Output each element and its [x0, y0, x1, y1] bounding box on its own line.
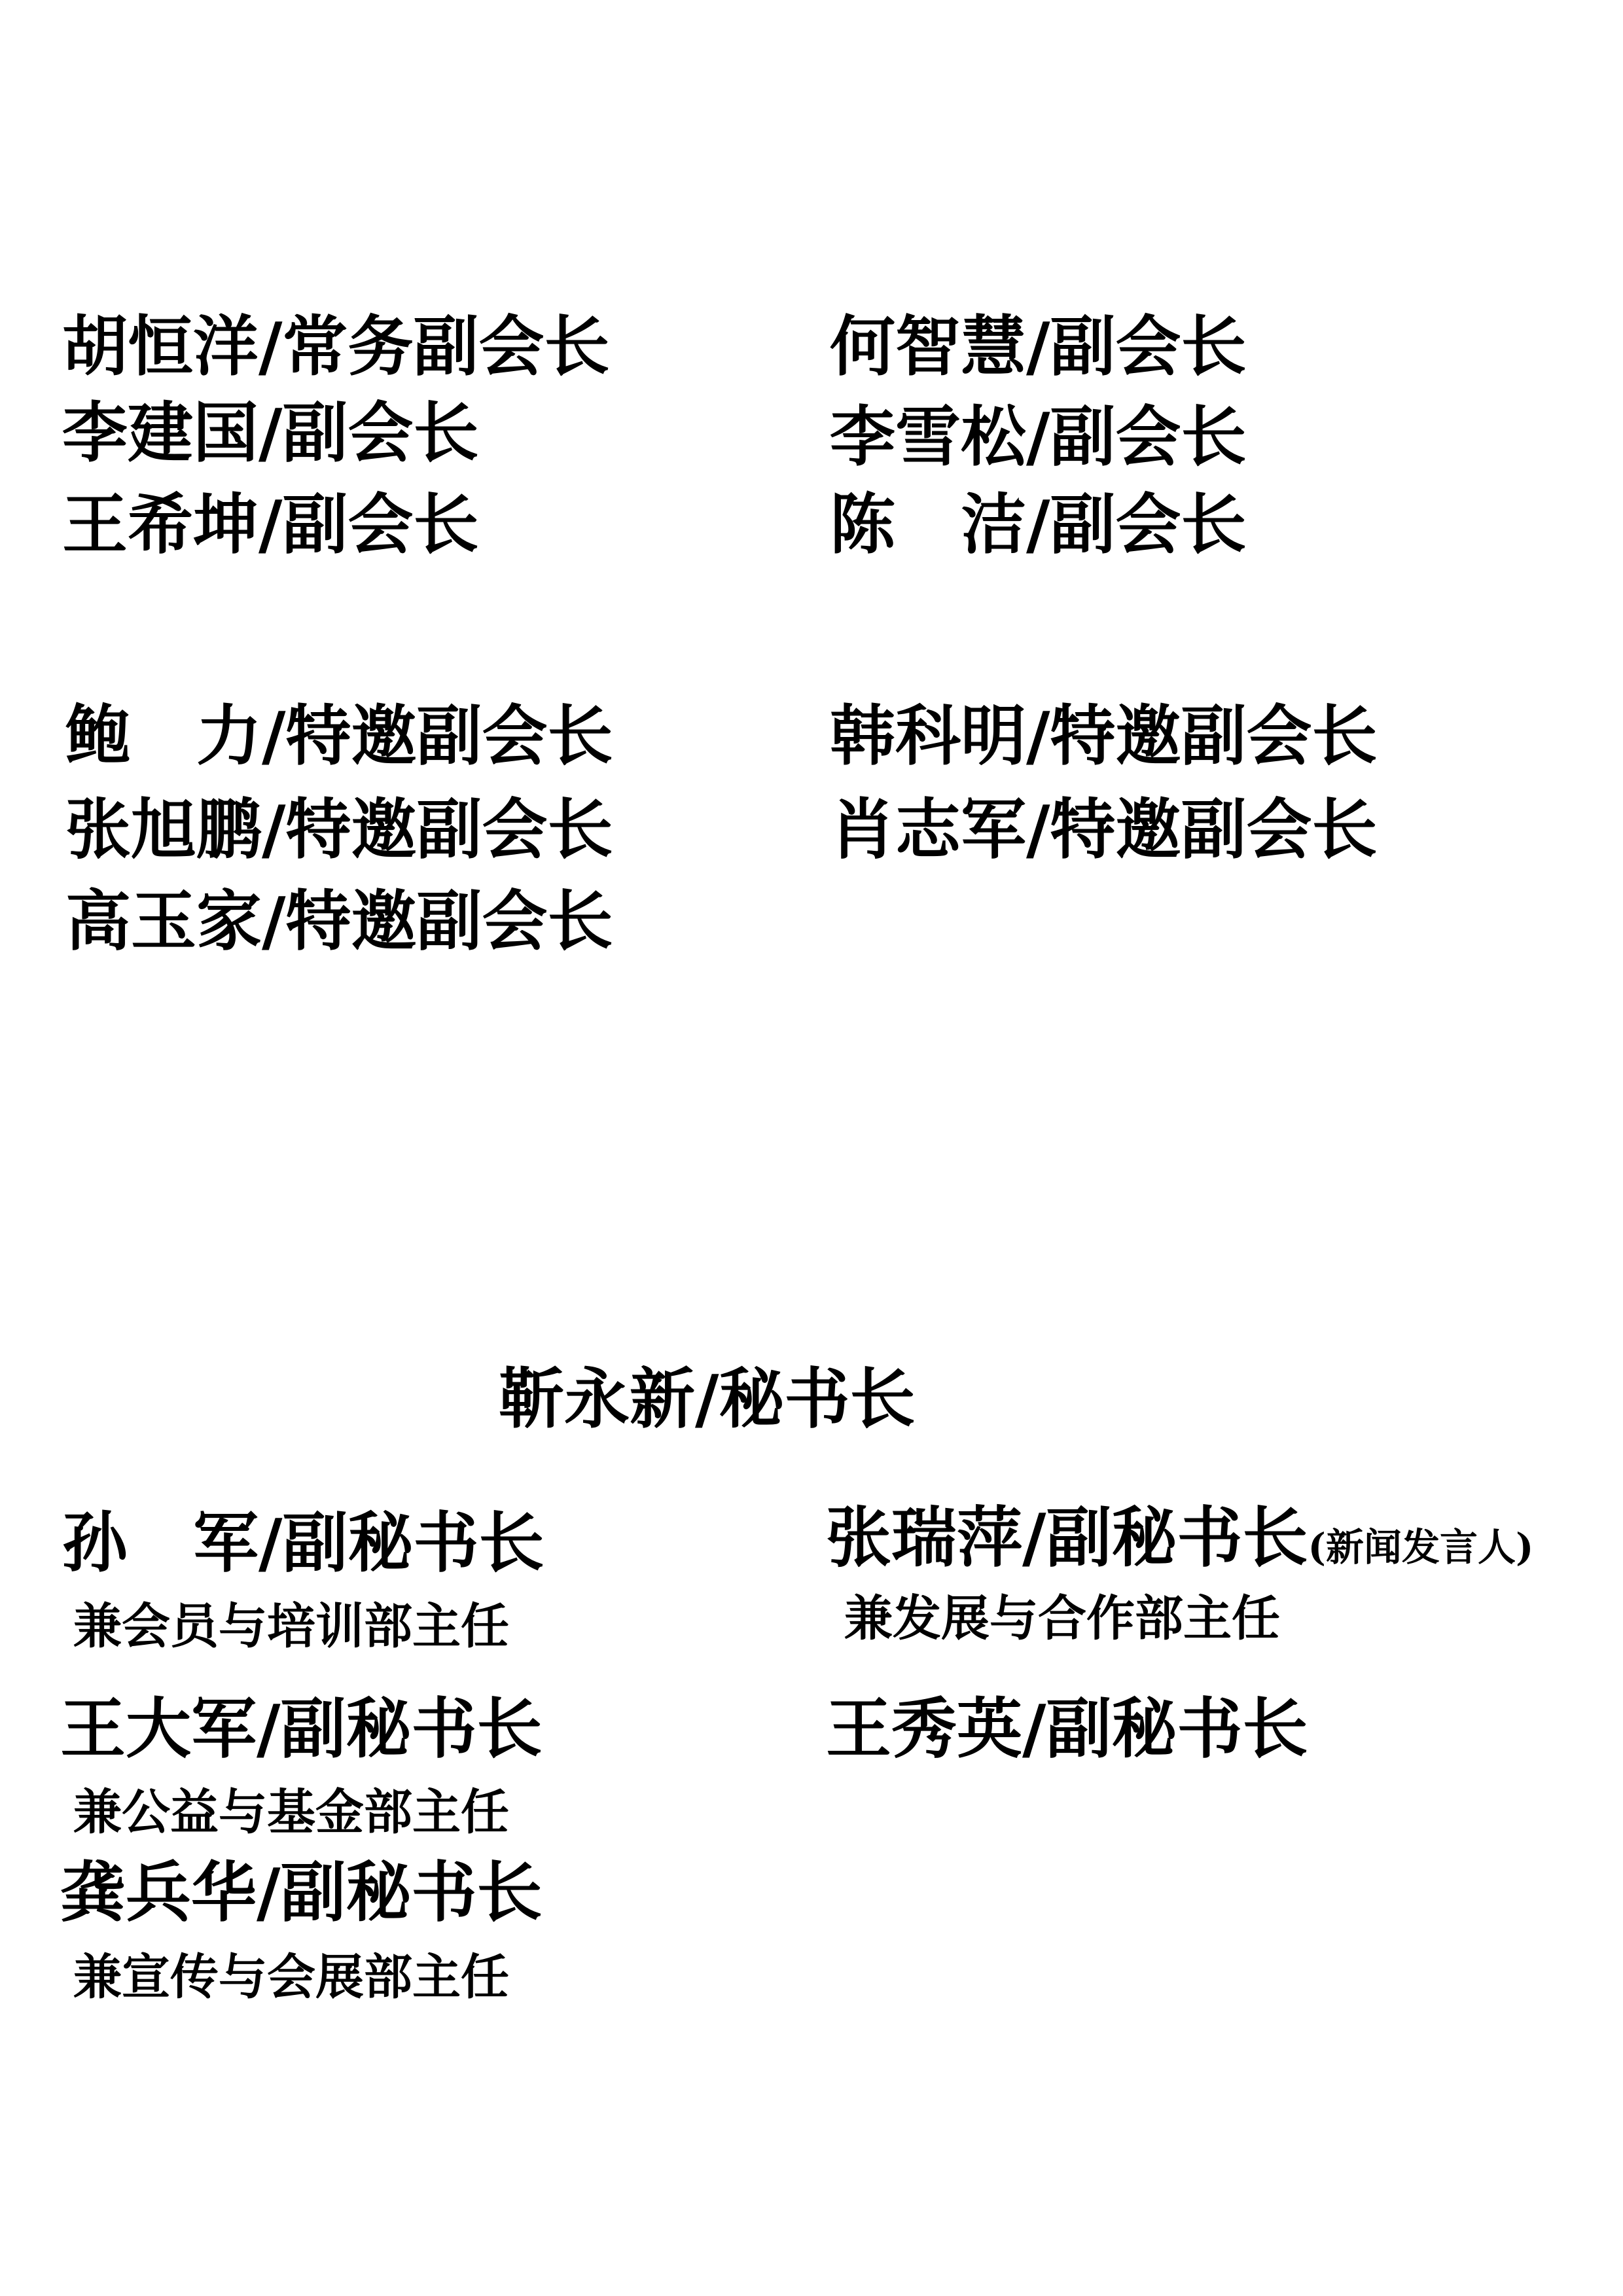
vice-president-6: 陈 洁/副会长 — [830, 486, 1247, 563]
vice-president-1: 胡恒洋/常务副会长 — [62, 308, 610, 385]
deputy-secretary-5: 王秀英/副秘书长 — [826, 1691, 1308, 1767]
vice-president-4: 何智慧/副会长 — [830, 308, 1247, 385]
deputy-secretary-2-role: 兼公益与基金部主任 — [73, 1784, 509, 1840]
deputy-secretary-3: 龚兵华/副秘书长 — [60, 1854, 543, 1931]
secretary-general: 靳永新/秘书长 — [499, 1361, 916, 1437]
special-vice-president-1: 鲍 力/特邀副会长 — [65, 698, 613, 774]
vice-president-2: 李建国/副会长 — [62, 395, 479, 471]
special-vice-president-4: 韩科明/特邀副会长 — [830, 698, 1378, 774]
spokesperson-note: (新闻发言人) — [1308, 1525, 1534, 1570]
special-vice-president-2: 张旭鹏/特邀副会长 — [65, 791, 613, 868]
deputy-secretary-1-role: 兼会员与培训部主任 — [73, 1598, 509, 1655]
deputy-secretary-4 — [826, 1499, 1534, 1576]
deputy-secretary-3-role: 兼宣传与会展部主任 — [73, 1949, 509, 2005]
deputy-secretary-4-title: 张瑞萍/副秘书长 — [826, 1499, 1308, 1576]
vice-president-3: 王希坤/副会长 — [62, 486, 479, 563]
special-vice-president-3: 高玉家/特邀副会长 — [65, 883, 613, 960]
deputy-secretary-4-role: 兼发展与合作部主任 — [844, 1590, 1280, 1647]
vice-president-5: 李雪松/副会长 — [830, 399, 1247, 475]
deputy-secretary-2: 王大军/副秘书长 — [60, 1691, 543, 1767]
deputy-secretary-1: 孙 军/副秘书长 — [62, 1505, 544, 1581]
special-vice-president-5: 肖志军/特邀副会长 — [830, 791, 1378, 868]
